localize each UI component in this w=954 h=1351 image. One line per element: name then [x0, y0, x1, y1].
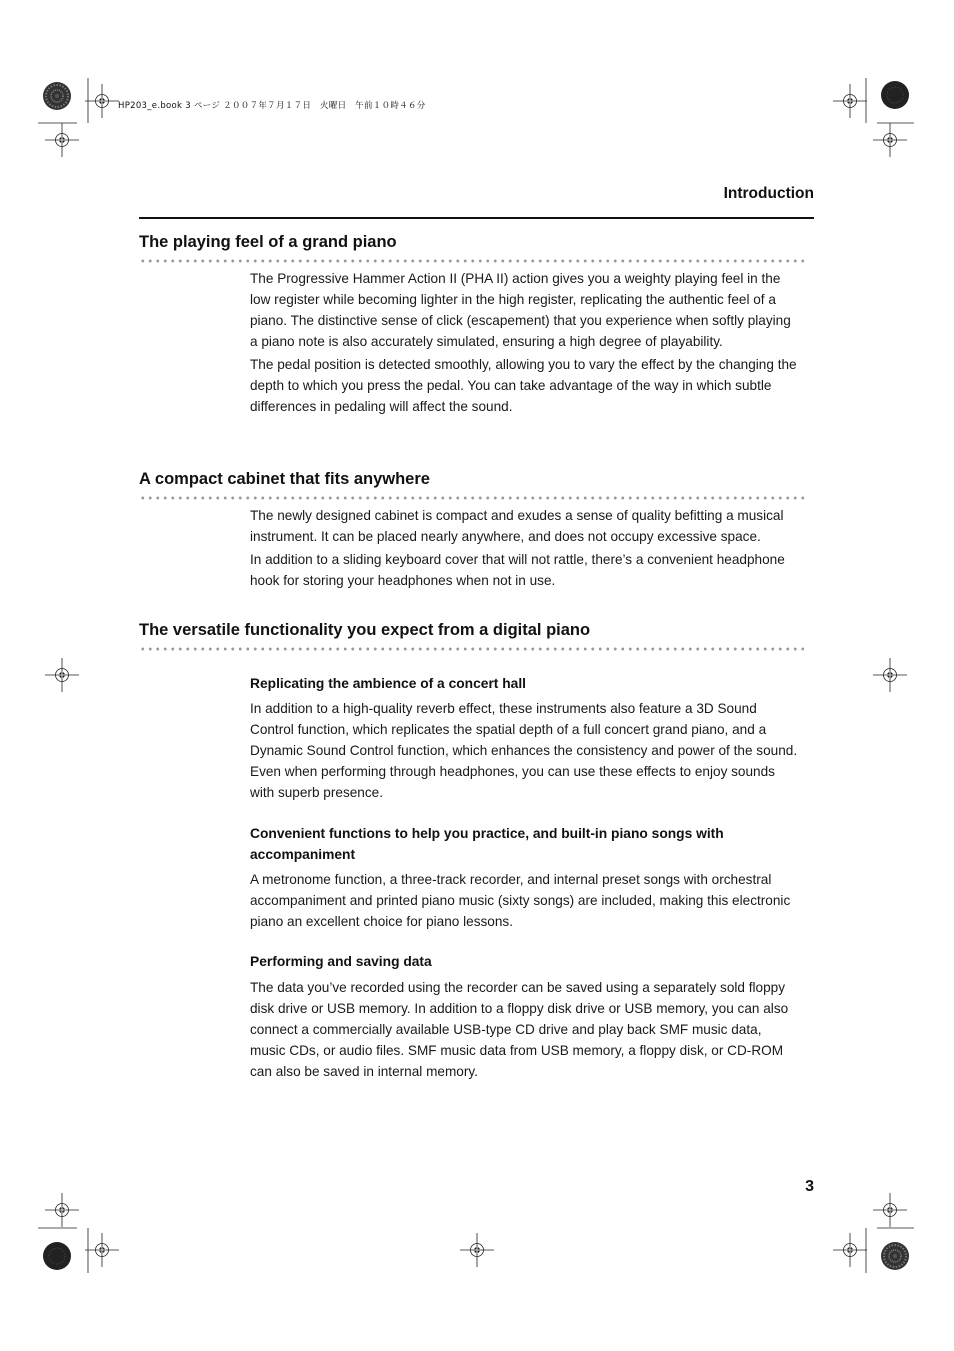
- paragraph: The data you’ve recorded using the recorder can be saved using a separately sold floppy disk drive or USB memory. In addition to a floppy disk drive or USB memory, you can also connect a commercially available USB-type CD drive and play back SMF music data, music CDs, or audio files. SMF music data from USB memory, a floppy disk, or CD-ROM can also be saved in internal memory.: [250, 980, 789, 1079]
- subsection-title: Performing and saving data: [250, 954, 432, 969]
- print-info: HP203_e.book 3 ページ ２００７年７月１７日 火曜日 午前１０時４６分: [118, 101, 426, 111]
- section-title: The versatile functionality you expect from a digital piano: [139, 621, 591, 639]
- paragraph: The Progressive Hammer Action II (PHA II) action gives you a weighty playing feel in the low register while becoming lighter in the high register, replicating the authentic feel of a piano. The distinctive sense of click (escapement) that you experience when softly playing a piano note is also accurately simulated, ensuring a high degree of playability.: [250, 271, 791, 349]
- subsection-title: Replicating the ambience of a concert hall: [250, 676, 527, 691]
- page-number: 3: [805, 1178, 814, 1195]
- dotted-divider: [139, 259, 804, 263]
- paragraph: In addition to a high-quality reverb effect, these instruments also feature a 3D Sound Control function, which replicates the spatial depth of a full concert grand piano, and a Dynamic Sound Control function, which enhances the consistency and power of the sound. Even when performing through headphones, you can use these effects to enjoy sounds with superb presence.: [250, 701, 798, 800]
- paragraph: In addition to a sliding keyboard cover that will not rattle, there’s a convenient headphone hook for storing your headphones when not in use.: [250, 552, 785, 588]
- dotted-divider: [139, 496, 804, 500]
- section-title: The playing feel of a grand piano: [139, 233, 397, 251]
- paragraph: The newly designed cabinet is compact and exudes a sense of quality befitting a musical instrument. It can be placed nearly anywhere, and does not occupy excessive space.: [250, 508, 784, 544]
- dotted-divider: [139, 647, 804, 651]
- paragraph: The pedal position is detected smoothly, allowing you to vary the effect by the changing the depth to which you press the pedal. You can take advantage of the way in which subtle differences in pedaling will affect the sound.: [250, 357, 797, 414]
- subsection-title: Convenient functions to help you practice, and built-in piano songs with accompaniment: [250, 826, 724, 862]
- section-title: A compact cabinet that fits anywhere: [139, 470, 430, 488]
- header-rule: [139, 217, 814, 219]
- paragraph: A metronome function, a three-track recorder, and internal preset songs with orchestral accompaniment and printed piano music (sixty songs) are included, making this electronic piano an excellent choice for piano lessons.: [250, 872, 791, 929]
- running-head: Introduction: [723, 185, 814, 202]
